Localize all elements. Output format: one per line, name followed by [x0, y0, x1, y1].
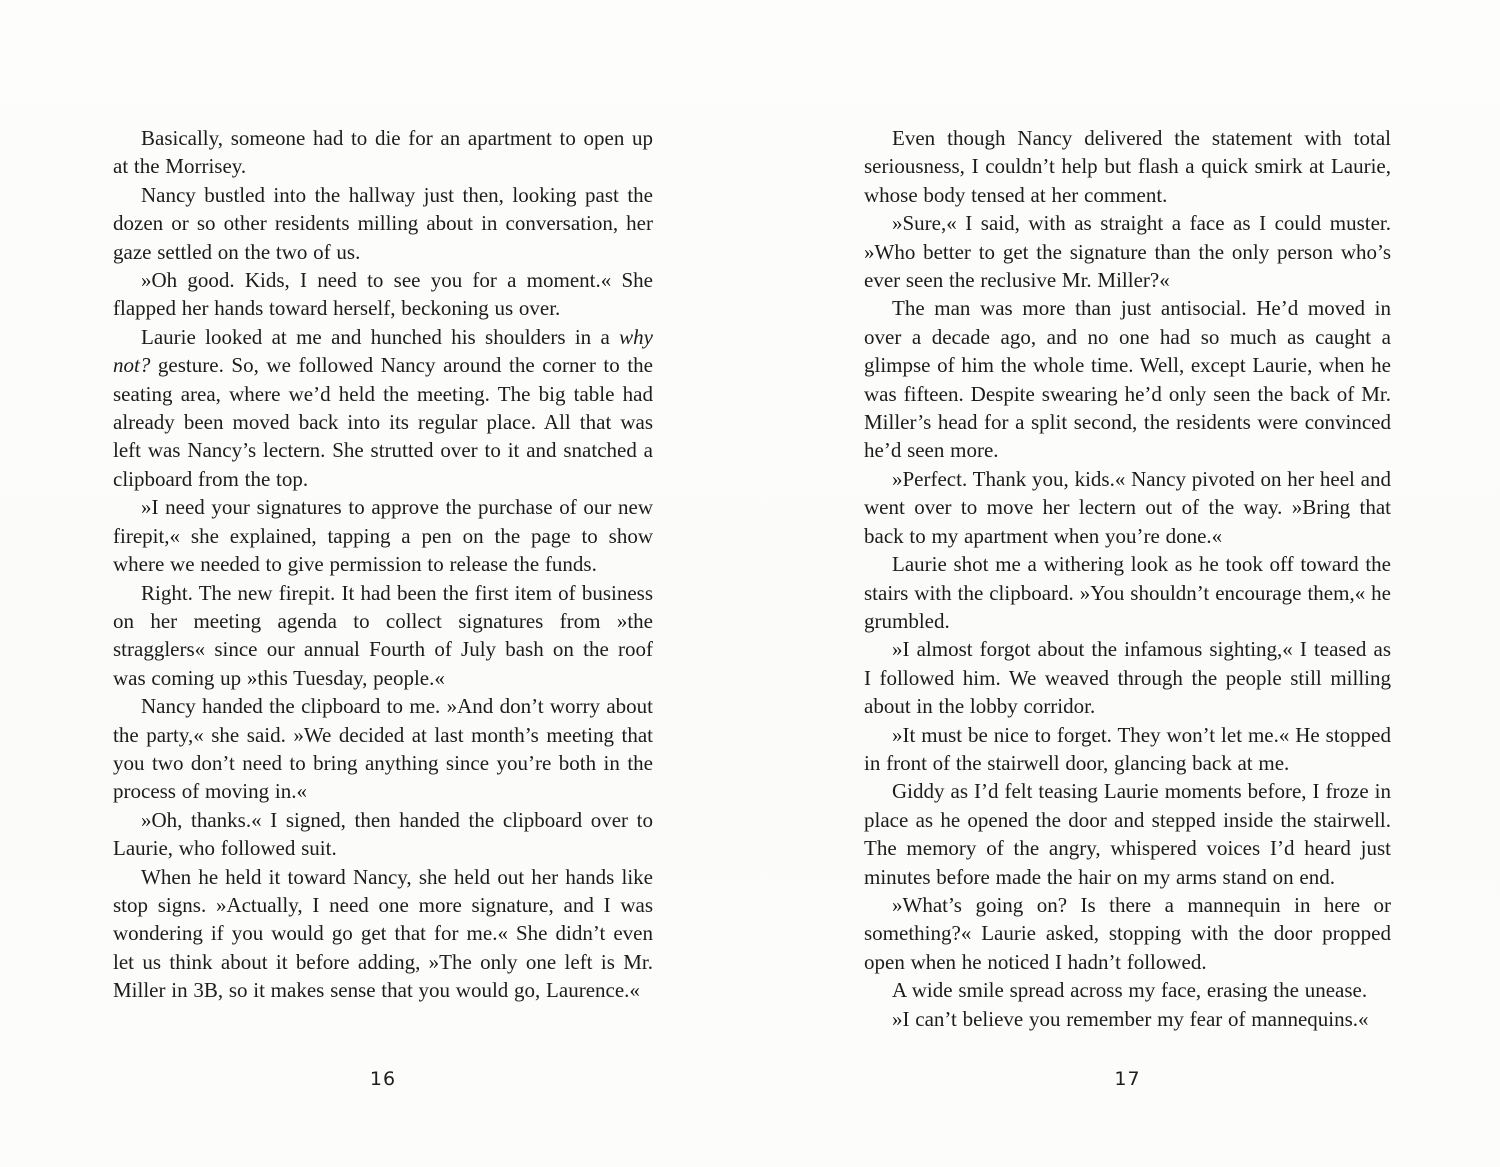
- text-run: Nancy handed the clipboard to me. »And don’t worry about the party,« she said. »We decided at last month’s meeting that you two don’t need to bring anything since you’re both in the process of moving in.«: [113, 694, 653, 804]
- paragraph: [864, 721, 1391, 778]
- text-run: »I almost forgot about the infamous sighting,« I teased as I followed him. We weaved through the people still milling about in the lobby corridor.: [864, 637, 1391, 719]
- paragraph: [864, 294, 1391, 464]
- page-number-left: 16: [369, 1068, 397, 1090]
- text-run: Right. The new firepit. It had been the first item of business on her meeting agenda to collect signatures from »the stragglers« since our annual Fourth of July bash on the roof was coming up »this Tuesday, people.«: [113, 580, 653, 690]
- paragraph: [864, 209, 1391, 294]
- text-run: A wide smile spread across my face, erasing the unease.: [892, 978, 1368, 1003]
- page-17-text-column: [864, 124, 1391, 1033]
- text-run: Laurie looked at me and hunched his shoulders in a: [141, 324, 620, 349]
- italic-text-run: why not?: [113, 324, 653, 378]
- paragraph: [113, 493, 653, 578]
- text-run: Even though Nancy delivered the statement with total seriousness, I couldn’t help but flash a quick smirk at Laurie, whose body tensed at her comment.: [864, 126, 1391, 207]
- paragraph: [113, 806, 653, 863]
- paragraph: [113, 692, 653, 806]
- paragraph: [864, 635, 1391, 720]
- text-run: »It must be nice to forget. They won’t let me.« He stopped in front of the stairwell door, glancing back at me.: [864, 722, 1391, 775]
- text-run: gesture. So, we followed Nancy around the corner to the seating area, where we’d held the meeting. The big table had already been moved back into its regular place. All that was left was Nancy’s lectern. She strutted over to it and snatched a clipboard from the top.: [113, 353, 653, 491]
- paragraph: [864, 465, 1391, 550]
- text-run: The man was more than just antisocial. He’d moved in over a decade ago, and no one had so much as caught a glimpse of him the whole time. Well, except Laurie, when he was fifteen. Despite swearing he’d only seen the back of Mr. Miller’s head for a split second, the residents were convinced he’d seen more.: [864, 296, 1391, 463]
- text-run: »I can’t believe you remember my fear of mannequins.«: [892, 1006, 1369, 1031]
- text-run: »Oh, thanks.« I signed, then handed the clipboard over to Laurie, who followed suit.: [113, 807, 653, 861]
- paragraph: [113, 323, 653, 493]
- paragraph: [864, 1005, 1391, 1033]
- paragraph: [864, 550, 1391, 635]
- text-run: Basically, someone had to die for an apartment to open up at the Morrisey.: [113, 126, 653, 179]
- paragraph: [864, 976, 1391, 1004]
- paragraph: [113, 124, 653, 181]
- paragraph: [864, 891, 1391, 976]
- text-run: Laurie shot me a withering look as he took off toward the stairs with the clipboard. »You shouldn’t encourage them,« he grumbled.: [864, 552, 1391, 633]
- text-run: »Perfect. Thank you, kids.« Nancy pivoted on her heel and went over to move her lectern out of the way. »Bring that back to my apartment when you’re done.«: [864, 466, 1391, 548]
- text-run: »What’s going on? Is there a mannequin in here or something?« Laurie asked, stopping with the door propped open when he noticed I hadn’t followed.: [864, 892, 1391, 974]
- paragraph: [113, 863, 653, 1005]
- paragraph: [113, 266, 653, 323]
- text-run: »Sure,« I said, with as straight a face as I could muster. »Who better to get the signature than the only person who’s ever seen the reclusive Mr. Miller?«: [864, 211, 1391, 293]
- text-run: When he held it toward Nancy, she held out her hands like stop signs. »Actually, I need one more signature, and I was wondering if you would go get that for me.« She didn’t even let us think about it before adding, »The only one left is Mr. Miller in 3B, so it makes sense that you would go, Laurence.«: [113, 864, 653, 1003]
- paragraph: [864, 777, 1391, 891]
- page-number-right: 17: [1114, 1068, 1141, 1090]
- text-run: »Oh good. Kids, I need to see you for a moment.« She flapped her hands toward herself, beckoning us over.: [113, 268, 653, 321]
- paragraph: [113, 181, 653, 266]
- paragraph: [864, 124, 1391, 209]
- page-16-text-column: [113, 124, 653, 1005]
- text-run: Nancy bustled into the hallway just then, looking past the dozen or so other residents milling about in conversation, her gaze settled on the two of us.: [113, 182, 653, 264]
- paragraph: [113, 579, 653, 693]
- text-run: »I need your signatures to approve the purchase of our new firepit,« she explained, tapping a pen on the page to show where we needed to give permission to release the funds.: [113, 495, 653, 577]
- text-run: Giddy as I’d felt teasing Laurie moments before, I froze in place as he opened the door and stepped inside the stairwell. The memory of the angry, whispered voices I’d heard just minutes before made the hair on my arms stand on end.: [864, 779, 1391, 889]
